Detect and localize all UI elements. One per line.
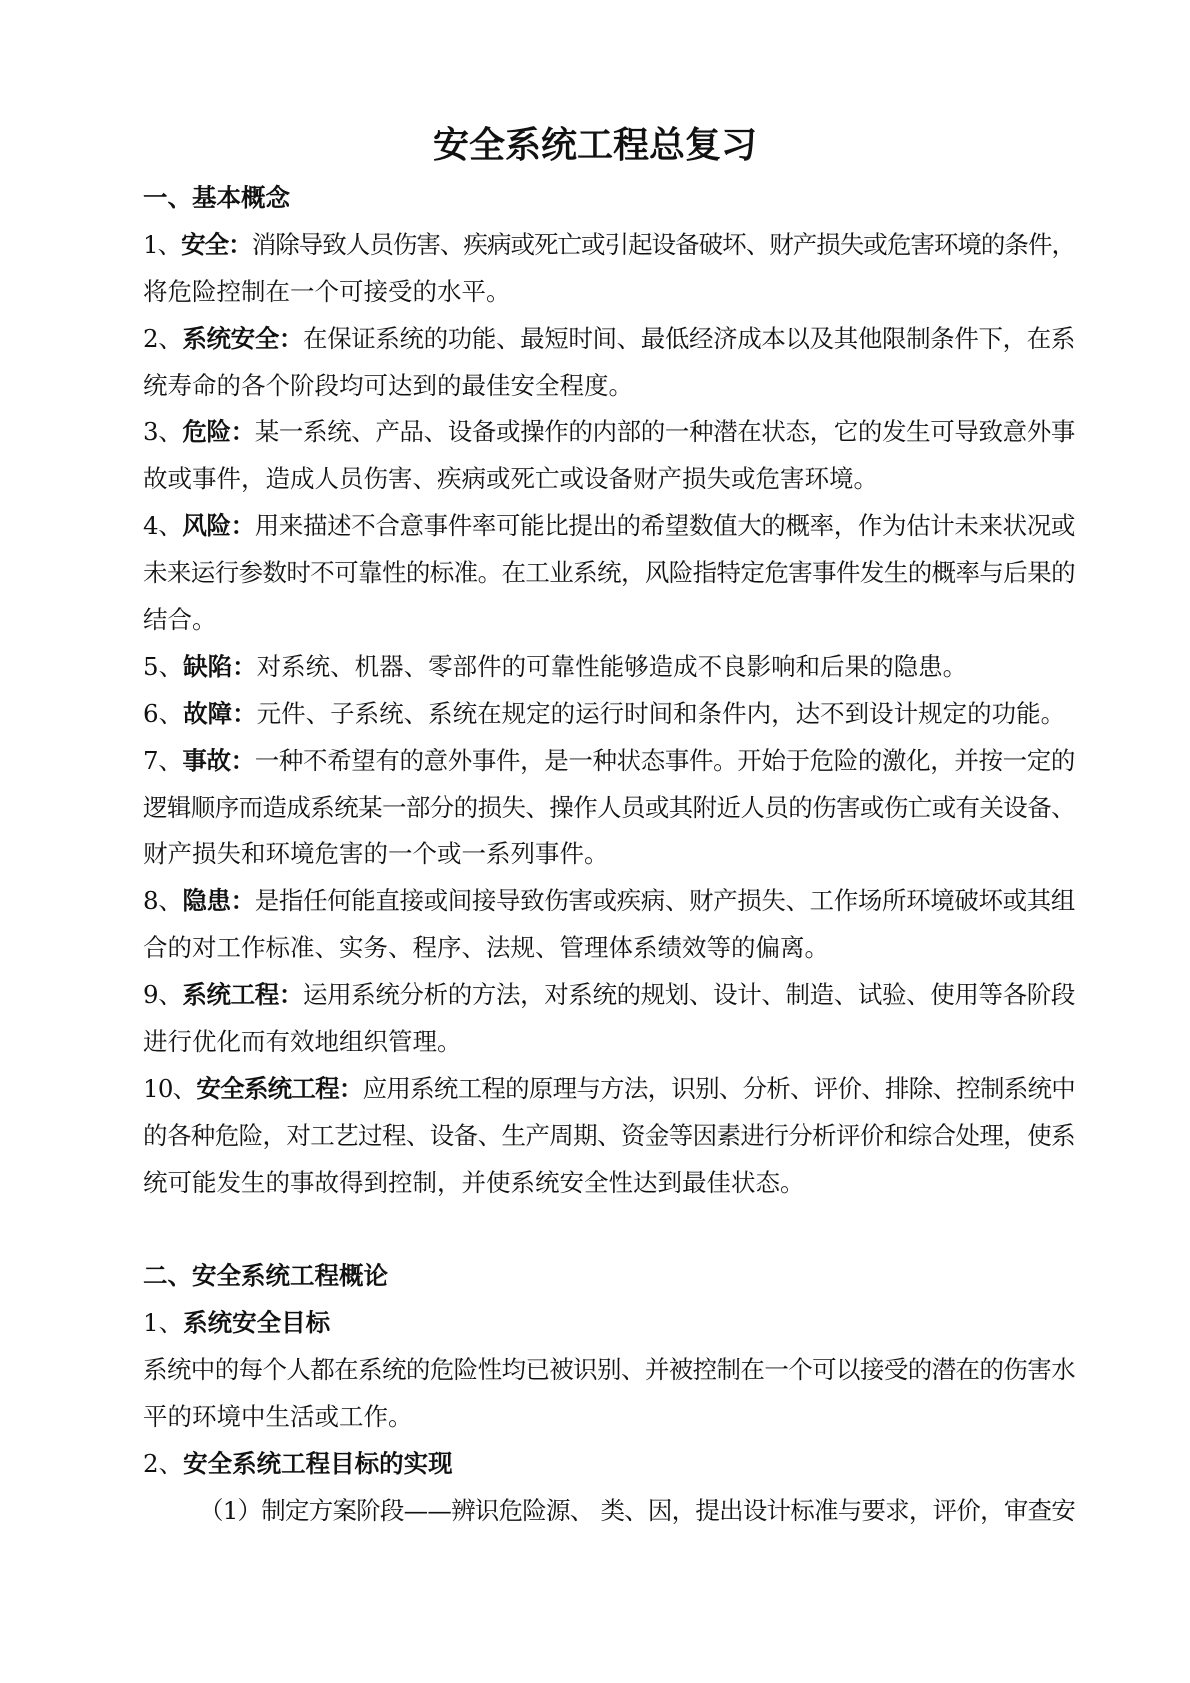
item-text: 某一系统、产品、设备或操作的内部的一种潜在状态，它的发生可导致意外事 — [254, 417, 1076, 447]
paragraph-line — [143, 1019, 1075, 1066]
blank-line — [143, 1207, 1075, 1254]
item-text: 一种不希望有的意外事件，是一种状态事件。开始于危险的激化，并按一定的 — [254, 745, 1076, 775]
item-term: 安全系统工程： — [196, 1073, 363, 1103]
item-text: 逻辑顺序而造成系统某一部分的损失、操作人员或其附近人员的伤害或伤亡或有关设备、 — [143, 792, 1075, 822]
item-text: 是指任何能直接或间接导致伤害或疾病、财产损失、工作场所环境破坏或其组 — [254, 886, 1076, 916]
item-number: 7、 — [143, 745, 183, 775]
paragraph-line — [143, 878, 1075, 925]
item-text: 故或事件，造成人员伤害、疾病或死亡或设备财产损失或危害环境。 — [143, 464, 878, 494]
paragraph-line — [143, 1066, 1075, 1113]
paragraph-line — [143, 409, 1075, 456]
item-text: 元件、子系统、系统在规定的运行时间和条件内，达不到设计规定的功能。 — [256, 698, 1066, 728]
paragraph-line — [143, 1113, 1075, 1160]
item-number: 3、 — [143, 417, 183, 447]
item-number: 9、 — [143, 980, 183, 1010]
item-text: 进行优化而有效地组织管理。 — [143, 1027, 462, 1057]
item-text: 用来描述不合意事件率可能比提出的希望数值大的概率，作为估计未来状况或 — [254, 511, 1076, 541]
paragraph-line — [143, 597, 1075, 644]
item-number: 2、 — [143, 323, 183, 353]
paragraph-line — [143, 456, 1075, 503]
paragraph-line — [143, 738, 1075, 785]
item-text: 对系统、机器、零部件的可靠性能够造成不良影响和后果的隐患。 — [256, 651, 968, 681]
item-term: 风险： — [182, 511, 255, 541]
paragraph-line — [143, 222, 1075, 269]
document-title: 安全系统工程总复习 — [432, 124, 757, 166]
item-text: 未来运行参数时不可靠性的标准。在工业系统，风险指特定危害事件发生的概率与后果的 — [143, 558, 1075, 588]
item-text: 的各种危险，对工艺过程、设备、生产周期、资金等因素进行分析评价和综合处理，使系 — [143, 1120, 1075, 1150]
item-number: 1、 — [143, 1308, 184, 1338]
item-number: 5、 — [143, 651, 184, 681]
item-number: 4、 — [143, 511, 183, 541]
paragraph-line — [143, 925, 1075, 972]
paragraph-line — [143, 269, 1075, 316]
item-text: 财产损失和环境危害的一个或一系列事件。 — [143, 839, 609, 869]
section-heading: 二、安全系统工程概论 — [143, 1261, 388, 1291]
paragraph-line — [143, 1488, 1075, 1535]
document-body — [143, 175, 1075, 1535]
item-term: 缺陷： — [183, 651, 257, 681]
paragraph-line — [143, 691, 1075, 738]
item-term: 系统安全： — [182, 323, 303, 353]
item-text: 平的环境中生活或工作。 — [143, 1402, 413, 1432]
item-term: 安全： — [181, 229, 252, 259]
paragraph-line — [143, 1160, 1075, 1207]
item-text: 运用系统分析的方法，对系统的规划、设计、制造、试验、使用等各阶段 — [302, 980, 1076, 1010]
paragraph-line — [143, 785, 1075, 832]
paragraph-line — [143, 972, 1075, 1019]
item-number: 10、 — [143, 1073, 197, 1103]
paragraph-line — [143, 503, 1075, 550]
item-term: 故障： — [183, 698, 257, 728]
item-number: 8、 — [143, 886, 183, 916]
paragraph-line — [143, 644, 1075, 691]
paragraph-line — [143, 1394, 1075, 1441]
item-text: 统寿命的各个阶段均可达到的最佳安全程度。 — [143, 370, 633, 400]
item-number: 2、 — [143, 1449, 184, 1479]
item-term: 危险： — [182, 417, 255, 447]
item-text: 将危险控制在一个可接受的水平。 — [143, 276, 511, 306]
paragraph-line — [143, 1347, 1075, 1394]
paragraph-line — [143, 1300, 1075, 1347]
paragraph-line — [143, 550, 1075, 597]
item-text: 结合。 — [143, 605, 217, 635]
item-text: 系统中的每个人都在系统的危险性均已被识别、并被控制在一个可以接受的潜在的伤害水 — [143, 1355, 1075, 1385]
item-text: 在保证系统的功能、最短时间、最低经济成本以及其他限制条件下，在系 — [302, 323, 1076, 353]
paragraph-line — [143, 316, 1075, 363]
item-term: 安全系统工程目标的实现 — [183, 1449, 453, 1479]
item-text: （1）制定方案阶段——辨识危险源、 类、因，提出设计标准与要求，评价，审查安 — [199, 1495, 1075, 1525]
item-number: 6、 — [143, 698, 184, 728]
paragraph-line — [143, 1441, 1075, 1488]
item-text: 统可能发生的事故得到控制，并使系统安全性达到最佳状态。 — [143, 1167, 805, 1197]
item-term: 事故： — [182, 745, 255, 775]
paragraph-line — [143, 831, 1075, 878]
item-term: 系统工程： — [182, 980, 303, 1010]
item-number: 1、 — [143, 229, 182, 259]
item-text: 合的对工作标准、实务、程序、法规、管理体系绩效等的偏离。 — [143, 933, 829, 963]
section-heading: 一、基本概念 — [143, 183, 290, 212]
item-text: 应用系统工程的原理与方法，识别、分析、评价、排除、控制系统中 — [362, 1073, 1075, 1103]
item-text: 消除导致人员伤害、疾病或死亡或引起设备破坏、财产损失或危害环境的条件， — [251, 229, 1076, 259]
paragraph-line — [143, 363, 1075, 410]
item-term: 隐患： — [182, 886, 255, 916]
item-term: 系统安全目标 — [183, 1308, 331, 1338]
